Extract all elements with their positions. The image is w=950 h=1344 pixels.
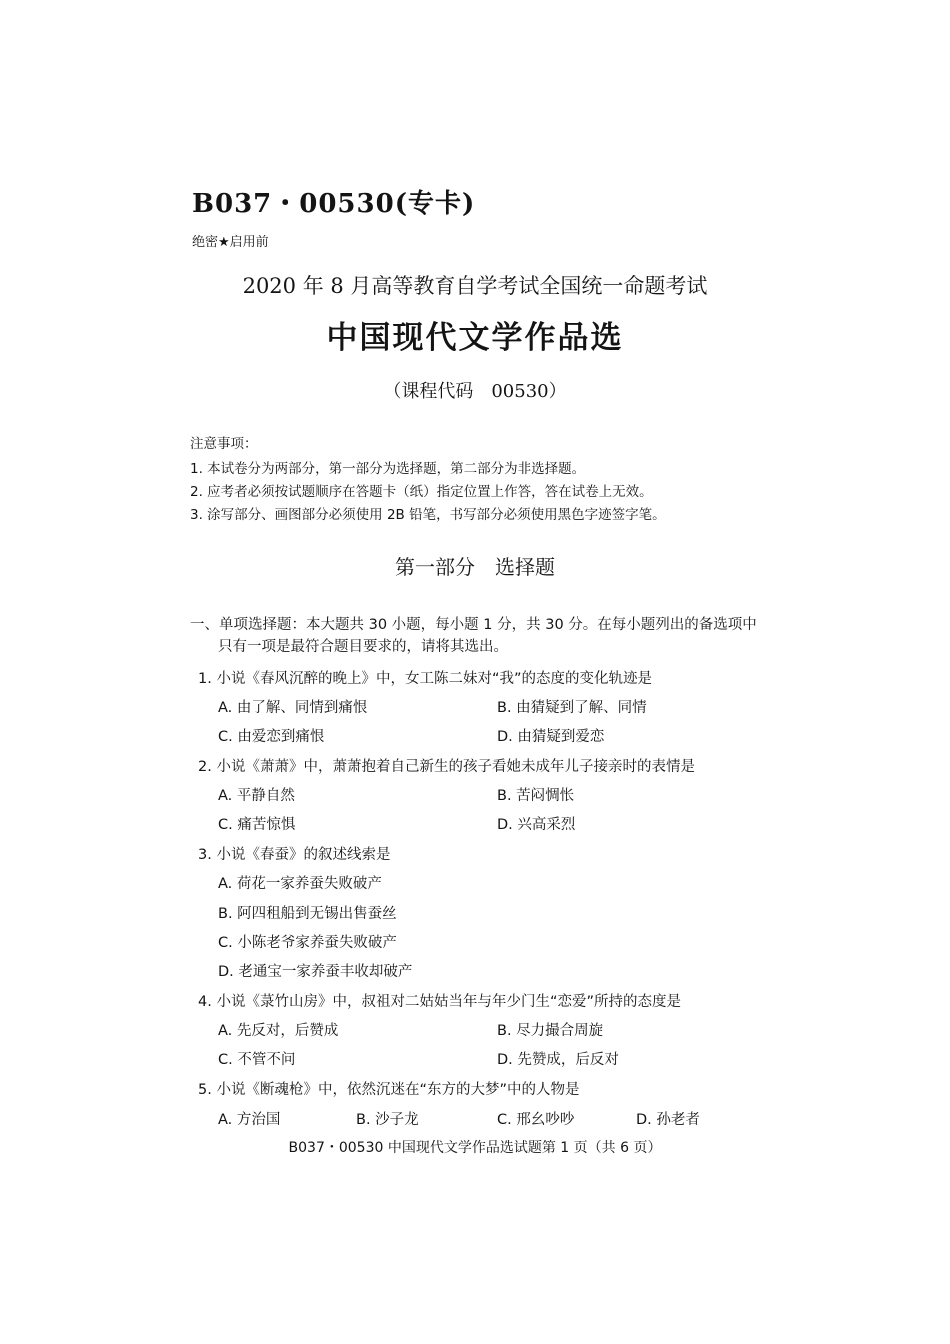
option: B. 由猜疑到了解、同情	[497, 700, 647, 716]
question-stem: 3. 小说《春蚕》的叙述线索是	[198, 847, 391, 863]
option: C. 不管不问	[218, 1052, 296, 1068]
option: A. 先反对，后赞成	[218, 1023, 339, 1039]
notice-item: 2. 应考者必须按试题顺序在答题卡（纸）指定位置上作答，答在试卷上无效。	[190, 484, 653, 500]
course-code: （课程代码 00530）	[383, 381, 567, 402]
option: D. 孙老者	[636, 1112, 700, 1128]
option: B. 尽力撮合周旋	[497, 1023, 604, 1039]
option: D. 兴高采烈	[497, 817, 576, 833]
paper-code-title: B037・00530(专卡)	[192, 189, 476, 219]
section-instruction	[190, 614, 757, 658]
notice-item: 3. 涂写部分、画图部分必须使用 2B 铅笔，书写部分必须使用黑色字迹签字笔。	[190, 507, 666, 523]
option: C. 痛苦惊惧	[218, 817, 296, 833]
notice-item: 1. 本试卷分为两部分，第一部分为选择题，第二部分为非选择题。	[190, 461, 586, 477]
question-stem: 2. 小说《萧萧》中，萧萧抱着自己新生的孩子看她未成年儿子接亲时的表情是	[198, 759, 695, 775]
option: D. 老通宝一家养蚕丰收却破产	[218, 964, 413, 980]
secret-mark: 绝密★启用前	[192, 235, 269, 250]
option: D. 由猜疑到爱恋	[497, 729, 605, 745]
option: D. 先赞成，后反对	[497, 1052, 619, 1068]
option: C. 小陈老爷家养蚕失败破产	[218, 935, 397, 951]
notice-heading: 注意事项：	[190, 436, 258, 452]
option: C. 由爱恋到痛恨	[218, 729, 325, 745]
exam-title: 2020 年 8 月高等教育自学考试全国统一命题考试	[242, 274, 708, 298]
option: A. 平静自然	[218, 788, 295, 804]
part-one-title: 第一部分 选择题	[395, 555, 555, 579]
option: B. 苦闷惆怅	[497, 788, 575, 804]
question-stem: 4. 小说《菉竹山房》中，叔祖对二姑姑当年与年少门生“恋爱”所持的态度是	[198, 994, 681, 1010]
subject-title: 中国现代文学作品选	[326, 320, 624, 356]
question-stem: 1. 小说《春风沉醉的晚上》中，女工陈二妹对“我”的态度的变化轨迹是	[198, 671, 652, 687]
option: A. 荷花一家养蚕失败破产	[218, 876, 382, 892]
option: A. 方治国	[218, 1112, 281, 1128]
option: B. 沙子龙	[356, 1112, 419, 1128]
page-footer: B037・00530 中国现代文学作品选试题第 1 页（共 6 页）	[288, 1140, 662, 1156]
instruction-line: 只有一项是最符合题目要求的，请将其选出。	[218, 639, 508, 655]
instruction-line: 一、单项选择题：本大题共 30 小题，每小题 1 分，共 30 分。在每小题列出的备选项中	[190, 617, 757, 633]
option: C. 邢幺吵吵	[497, 1112, 575, 1128]
option: A. 由了解、同情到痛恨	[218, 700, 368, 716]
option: B. 阿四租船到无锡出售蚕丝	[218, 906, 397, 922]
question-stem: 5. 小说《断魂枪》中，依然沉迷在“东方的大梦”中的人物是	[198, 1082, 580, 1098]
